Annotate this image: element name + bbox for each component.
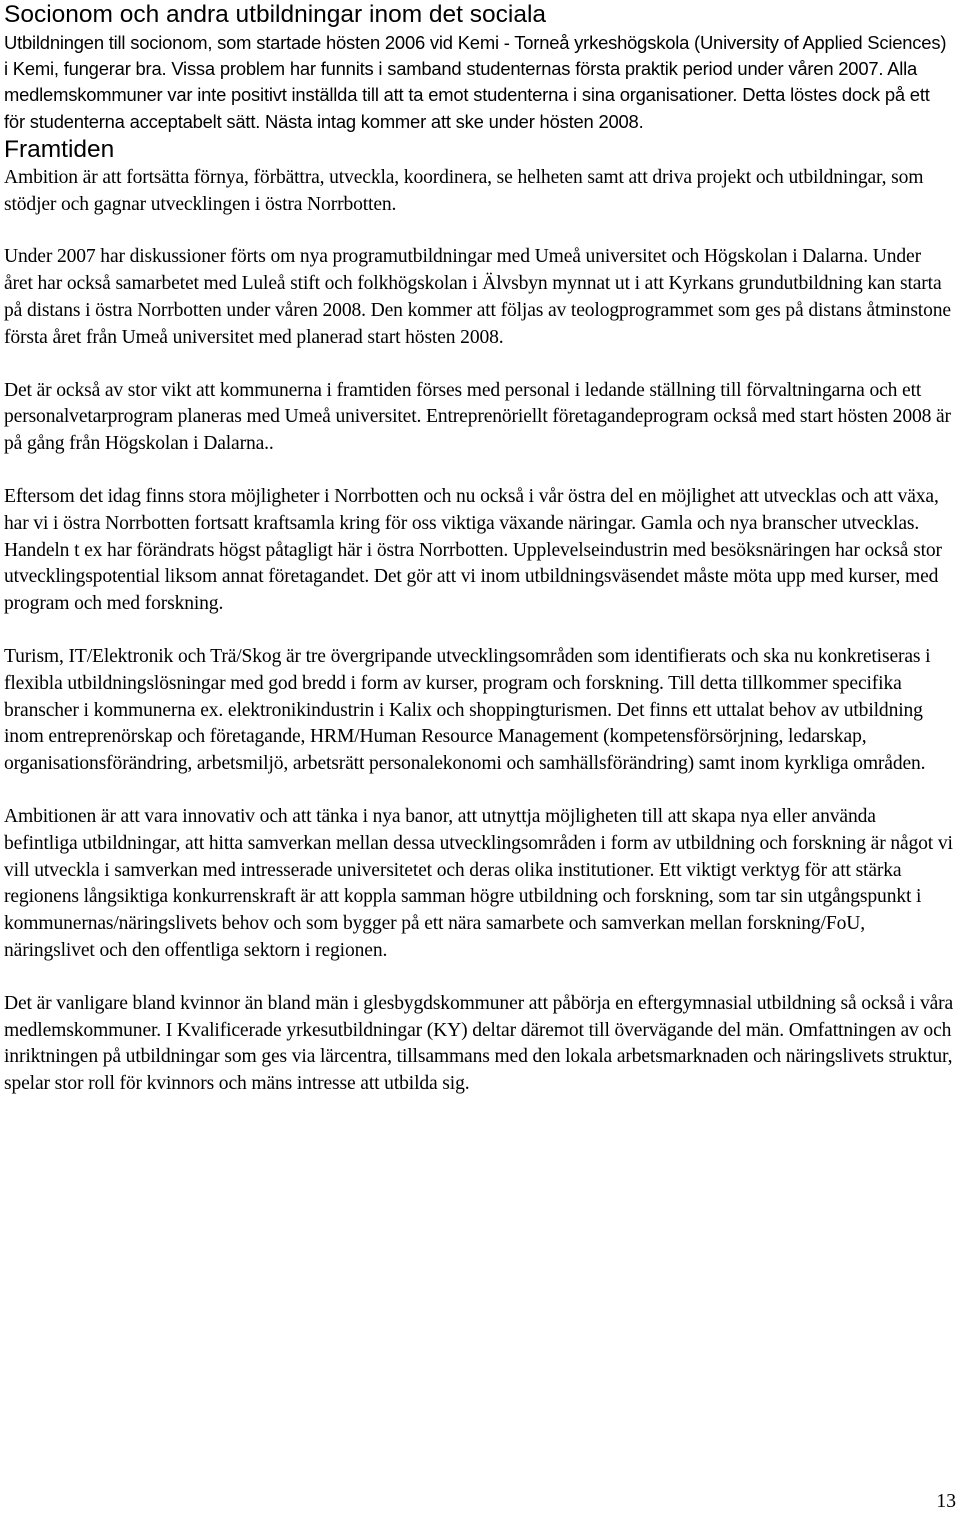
section-framtiden: [4, 135, 954, 1098]
section-heading-socionom: Socionom och andra utbildningar inom det sociala: [4, 1, 547, 28]
paragraph-ambitionen: Ambitionen är att vara innovativ och att tänka i nya banor, att utnyttja möjligheten till att skapa nya eller använda befintliga utbildningar, att hitta samverkan mellan dessa utvecklingsområden i form av utbildning och forskning är något vi vill utveckla i samverkan med intresserade universitetet och deras olika institutioner. Ett viktigt verktyg för att stärka regionens långsiktiga konkurrenskraft är att koppla samman högre utbildning och forskning, som tar sin utgångspunkt i kommunernas/näringslivets behov och som bygger på ett nära samarbete och samverkan mellan forskning/FoU, näringslivet och den offentliga sektorn i regionen.: [4, 805, 953, 961]
paragraph-kvinnor-man: Det är vanligare bland kvinnor än bland män i glesbygdskommuner att påbörja en eftergymnasial utbildning så också i våra medlemskommuner. I Kvalificerade yrkesutbildningar (KY) deltar däremot till övervägande del män. Omfattningen av och inriktningen på utbildningar som ges via lärcentra, tillsammans med den lokala arbetsmarknaden och näringslivets struktur, spelar stor roll för kvinnors och mäns intresse att utbilda sig.: [4, 992, 954, 1095]
section-heading-framtiden: Framtiden: [4, 135, 115, 163]
paragraph-mojligheter: Eftersom det idag finns stora möjligheter i Norrbotten och nu också i vår östra del en möjlighet att utvecklas och att växa, har vi i östra Norrbotten fortsatt kraftsamla kring för oss viktiga växande näringar. Gamla och nya branscher utvecklas. Handeln t ex har förändrats högst påtagligt här i östra Norrbotten. Upplevelseindustrin med besöksnäringen har också stor utvecklingspotential liksom annat företagandet. Det gör att vi inom utbildningsväsendet måste möta upp med kurser, med program och med forskning.: [4, 485, 942, 615]
paragraph-personal: Det är också av stor vikt att kommunerna i framtiden förses med personal i ledande ställning till förvaltningarna och ett personalvetarprogram planeras med Umeå universitet. Entreprenöriellt företagandeprogram också med start hösten 2008 är på gång från Högskolan i Dalarna..: [4, 379, 951, 455]
section-socionom: [4, 0, 954, 135]
paragraph-ambition: Ambition är att fortsätta förnya, förbättra, utveckla, koordinera, se helheten samt att driva projekt och utbildningar, som stödjer och gagnar utvecklingen i östra Norrbotten.: [4, 166, 924, 215]
paragraph-socionom: Utbildningen till socionom, som startade hösten 2006 vid Kemi - Torneå yrkeshögskola (University of Applied Sciences) i Kemi, fungerar bra. Vissa problem har funnits i samband studenternas första praktik period under våren 2007. Alla medlemskommuner var inte positivt inställda till att ta emot studenterna i sina organisationer. Detta löstes dock på ett för studenterna acceptabelt sätt. Nästa intag kommer att ske under hösten 2008.: [4, 32, 947, 132]
page-number: 13: [936, 1491, 956, 1512]
paragraph-programutbildningar: Under 2007 har diskussioner förts om nya programutbildningar med Umeå universitet och Högskolan i Dalarna. Under året har också samarbetet med Luleå stift och folkhögskolan i Älvsbyn mynnat ut i att Kyrkans grundutbildning kan starta på distans i östra Norrbotten under våren 2008. Den kommer att följas av teologprogrammet som ges på distans åtminstone första året från Umeå universitet med planerad start hösten 2008.: [4, 246, 951, 348]
document-page: [4, 0, 954, 1098]
paragraph-utvecklingsomraden: Turism, IT/Elektronik och Trä/Skog är tre övergripande utvecklingsområden som identifierats och ska nu konkretiseras i flexibla utbildningslösningar med god bredd i form av kurser, program och forskning. Till detta tillkommer specifika branscher i kommunerna ex. elektronikindustrin i Kalix och shoppingturismen. Det finns ett uttalat behov av utbildning inom entreprenörskap och företagande, HRM/Human Resource Management (kompetensförsörjning, ledarskap, organisationsförändring, arbetsmiljö, arbetsrätt personalekonomi och samhällsförändring) samt inom kyrkliga områden.: [4, 645, 931, 775]
